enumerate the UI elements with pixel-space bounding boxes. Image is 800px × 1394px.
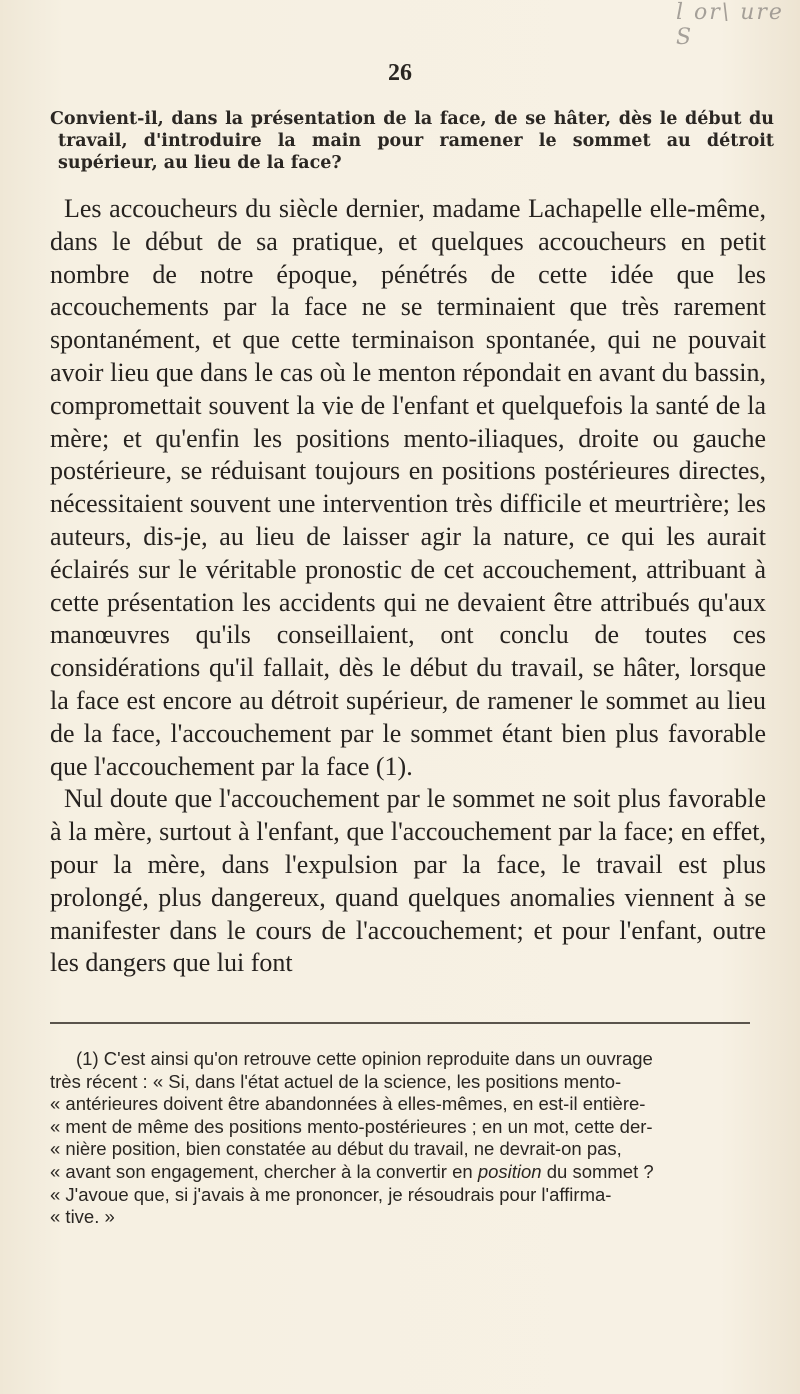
footnote-line: « tive. »: [50, 1206, 115, 1228]
section-question: Convient-il, dans la présentation de la face, de se hâter, dès le début du travail, d'introduire la main pour ramener le sommet au détroit supérieur, au lieu de la face?: [50, 109, 774, 173]
pencil-annotation: l or\ ure S: [676, 0, 784, 50]
footnote-line: « ment de même des positions mento-postérieures ; en un mot, cette der-: [50, 1115, 653, 1137]
footnote-line: « J'avoue que, si j'avais à me prononcer, je résoudrais pour l'affirma-: [50, 1183, 612, 1205]
footnote-italic-term: position: [477, 1160, 542, 1182]
footnote-text: du sommet ?: [546, 1160, 654, 1182]
footnote-line: « nière position, bien constatée au début du travail, ne devrait-on pas,: [50, 1138, 622, 1160]
page-number: 26: [388, 60, 412, 86]
footnote-line: très récent : « Si, dans l'état actuel de la science, les positions mento-: [50, 1070, 622, 1092]
footnote-divider: [50, 1022, 750, 1024]
footnote-text: « avant son engagement, chercher à la convertir en: [50, 1160, 473, 1182]
paragraph: Nul doute que l'accouchement par le sommet ne soit plus favorable à la mère, surtout à l'enfant, que l'accouchement par la face; en effet, pour la mère, dans l'expulsion par la face, le travail est plus prolongé, plus dangereux, quand quelques anomalies viennent à se manifester dans le cours de l'accouchement; et pour l'enfant, outre les dangers que lui font: [50, 784, 766, 978]
footnote-line: (1) C'est ainsi qu'on retrouve cette opinion reproduite dans un ouvrage: [76, 1048, 653, 1069]
footnote-line: « antérieures doivent être abandonnées à elles-mêmes, en est-il entière-: [50, 1093, 646, 1115]
footnote: [50, 1048, 766, 1229]
footnote-line: [50, 1161, 766, 1184]
paragraph: Les accoucheurs du siècle dernier, madame Lachapelle elle-même, dans le début de sa pratique, et quelques accoucheurs en petit nombre de notre époque, pénétrés de cette idée que les accouchements par la face ne se terminaient que très rarement spontanément, et que cette terminaison spontanée, qui ne pouvait avoir lieu que dans le cas où le menton répondait en avant du bassin, compromettait souvent la vie de l'enfant et quelquefois la santé de la mère; et qu'enfin les positions mento-iliaques, droite ou gauche postérieure, se réduisant toujours en positions postérieures directes, nécessitaient souvent une intervention très difficile et meurtrière; les auteurs, dis-je, au lieu de laisser agir la nature, ce qui les aurait éclairés sur le véritable pronostic de cet accouchement, attribuant à cette présentation les accidents qui ne devaient être attribués qu'aux manœuvres qu'ils conseillaient, ont conclu de toutes ces considérations qu'il fallait, dès le début du travail, se hâter, lorsque la face est encore au détroit supérieur, de ramener le sommet au lieu de la face, l'accouchement par le sommet étant bien plus favorable que l'accouchement par la face (1).: [50, 194, 766, 781]
main-text: [50, 193, 766, 980]
